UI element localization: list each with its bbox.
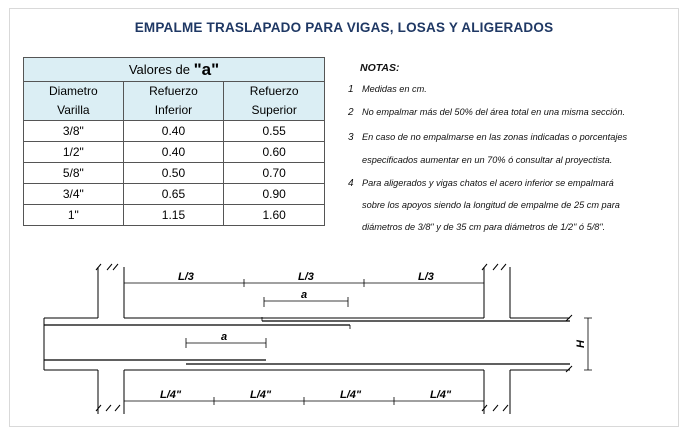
note-text: No empalmar más del 50% del área total en una misma sección.: [362, 107, 625, 117]
bottom-label-2: L/4": [250, 389, 272, 401]
col-header-inferior: Refuerzo: [123, 82, 224, 102]
top-label-1: L/3: [178, 271, 194, 283]
note-text: sobre los apoyos siendo la longitud de empalme de 25 cm para: [362, 200, 620, 210]
note-text: diámetros de 3/8" y de 35 cm para diámetros de 1/2" ó 5/8".: [362, 222, 606, 232]
table-caption-text: Valores de: [128, 62, 194, 77]
cell-superior: 0.55: [224, 121, 325, 142]
note-number: 3: [348, 132, 354, 143]
cell-superior: 0.70: [224, 163, 325, 184]
bottom-label-4: L/4": [430, 389, 452, 401]
col-header-inferior-2: Inferior: [123, 101, 224, 121]
cell-superior: 0.60: [224, 142, 325, 163]
cell-diametro: 5/8": [24, 163, 124, 184]
note-text: especificados aumentar en un 70% ó consultar al proyectista.: [362, 155, 613, 165]
cell-diametro: 1": [24, 205, 124, 226]
col-header-varilla: Varilla: [24, 101, 124, 121]
note-text: En caso de no empalmarse en las zonas indicadas o porcentajes: [362, 132, 628, 142]
cell-diametro: 1/2": [24, 142, 124, 163]
cell-diametro: 3/8": [24, 121, 124, 142]
cell-inferior: 1.15: [123, 205, 224, 226]
note-number: 2: [348, 107, 354, 118]
right-column-top: [484, 267, 510, 318]
cell-inferior: 0.50: [123, 163, 224, 184]
top-label-2: L/3: [298, 271, 314, 283]
height-label: H: [575, 340, 587, 348]
cell-inferior: 0.40: [123, 121, 224, 142]
page-title: EMPALME TRASLAPADO PARA VIGAS, LOSAS Y ALIGERADOS: [134, 20, 554, 35]
cell-diametro: 3/4": [24, 184, 124, 205]
note-text: Para aligerados y vigas chatos el acero inferior se empalmará: [362, 178, 614, 188]
notes-title: NOTAS:: [360, 62, 400, 74]
col-header-diametro: Diametro: [24, 82, 124, 102]
top-lap-label: a: [301, 289, 308, 301]
bottom-lap-label: a: [221, 331, 228, 343]
cell-superior: 1.60: [224, 205, 325, 226]
table-caption-symbol: "a": [193, 60, 220, 79]
col-header-superior: Refuerzo: [224, 82, 325, 102]
note-number: 4: [348, 178, 354, 189]
left-column-top: [98, 267, 124, 318]
cell-inferior: 0.40: [123, 142, 224, 163]
col-header-superior-2: Superior: [224, 101, 325, 121]
left-column-bottom: [98, 370, 124, 414]
top-label-3: L/3: [418, 271, 434, 283]
note-number: 1: [348, 84, 354, 95]
cell-superior: 0.90: [224, 184, 325, 205]
top-lap-ticks: [262, 317, 350, 329]
bottom-label-3: L/4": [340, 389, 362, 401]
bottom-label-1: L/4": [160, 389, 182, 401]
note-text: Medidas en cm.: [362, 84, 427, 94]
cell-inferior: 0.65: [123, 184, 224, 205]
